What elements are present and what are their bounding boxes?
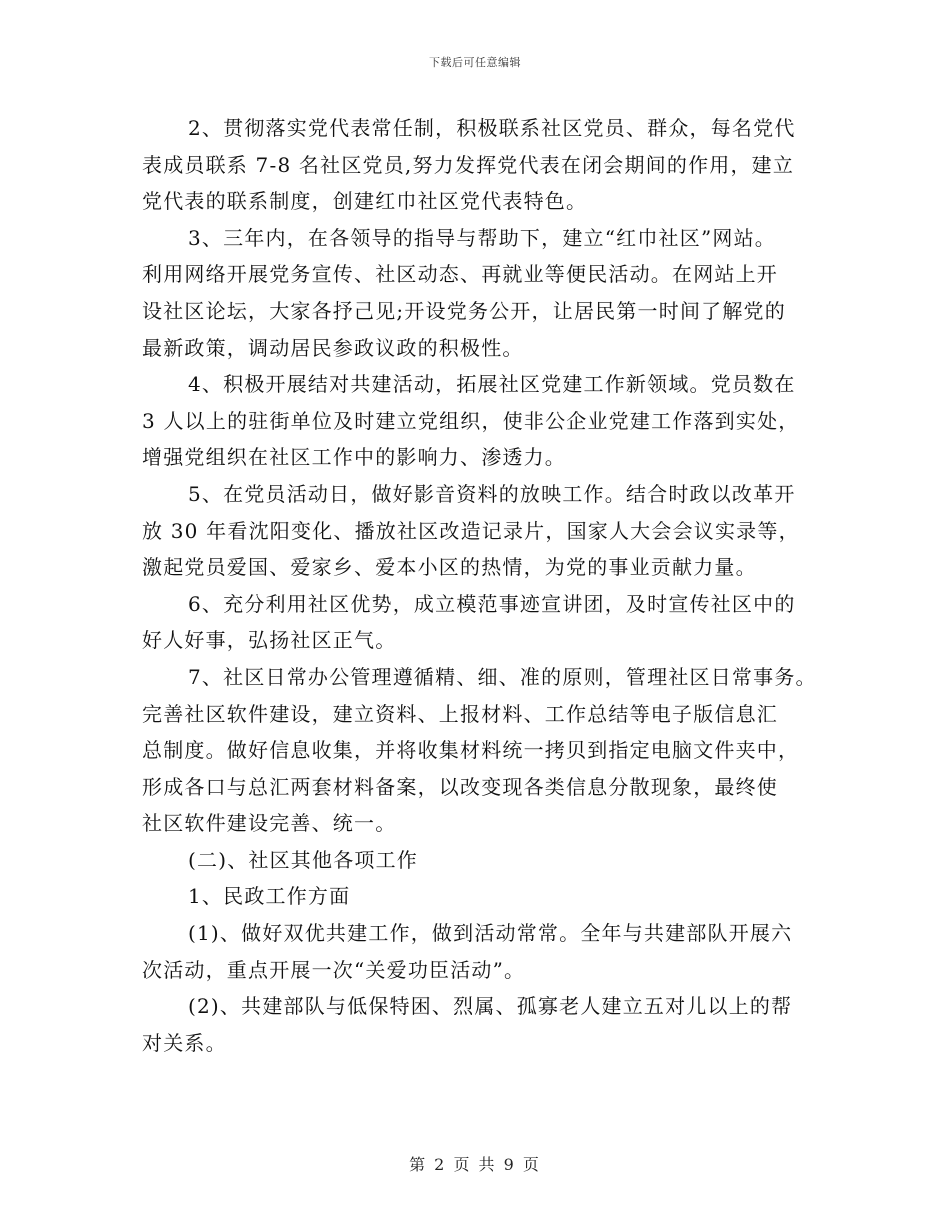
- text-line: 社区软件建设完善、统一。: [142, 811, 397, 836]
- text-line: 7、社区日常办公管理遵循精、细、准的原则，管理社区日常事务。: [188, 664, 817, 689]
- text-line: 表成员联系 7-8 名社区党员,努力发挥党代表在闭会期间的作用，建立: [142, 152, 795, 177]
- text-line: 形成各口与总汇两套材料备案，以改变现各类信息分散现象，最终使: [142, 774, 778, 799]
- page-footer: 第 2 页 共 9 页: [409, 1155, 541, 1174]
- text-line: 4、积极开展结对共建活动，拓展社区党建工作新领域。党员数在: [188, 372, 796, 397]
- text-line: 3 人以上的驻街单位及时建立党组织，使非公企业党建工作落到实处，: [142, 408, 800, 433]
- text-line: 设社区论坛，大家各抒己见;开设党务公开，让居民第一时间了解党的: [142, 298, 786, 323]
- text-line: (二)、社区其他各项工作: [188, 847, 419, 872]
- text-line: 完善社区软件建设，建立资料、上报材料、工作总结等电子版信息汇: [142, 701, 778, 726]
- text-line: 5、在党员活动日，做好影音资料的放映工作。结合时政以改革开: [188, 481, 796, 506]
- text-line: 次活动，重点开展一次“关爱功臣活动”。: [142, 957, 526, 982]
- text-line: 党代表的联系制度，创建红巾社区党代表特色。: [142, 189, 588, 214]
- text-line: 6、充分利用社区优势，成立模范事迹宣讲团，及时宣传社区中的: [188, 591, 796, 616]
- text-line: 好人好事，弘扬社区正气。: [142, 628, 397, 653]
- text-line: 1、民政工作方面: [188, 884, 351, 909]
- text-line: (1)、做好双优共建工作，做到活动常常。全年与共建部队开展六: [188, 921, 793, 946]
- text-line: 增强党组织在社区工作中的影响力、渗透力。: [142, 445, 566, 470]
- text-line: 利用网络开展党务宣传、社区动态、再就业等便民活动。在网站上开: [142, 262, 778, 287]
- text-line: 3、三年内，在各领导的指导与帮助下，建立“红巾社区”网站。: [188, 225, 776, 250]
- text-line: (2)、共建部队与低保特困、烈属、孤寡老人建立五对儿以上的帮: [188, 994, 793, 1019]
- text-line: 激起党员爱国、爱家乡、爱本小区的热情，为党的事业贡献力量。: [142, 555, 757, 580]
- text-line: 总制度。做好信息收集，并将收集材料统一拷贝到指定电脑文件夹中，: [142, 738, 800, 763]
- text-line: 对关系。: [142, 1030, 227, 1055]
- page-header: 下载后可任意编辑: [429, 56, 521, 69]
- text-line: 最新政策，调动居民参政议政的积极性。: [142, 335, 524, 360]
- text-line: 放 30 年看沈阳变化、播放社区改造记录片，国家人大会会议实录等，: [142, 518, 800, 543]
- document-body: [142, 110, 822, 1061]
- text-line: 2、贯彻落实党代表常任制，积极联系社区党员、群众，每名党代: [188, 116, 796, 140]
